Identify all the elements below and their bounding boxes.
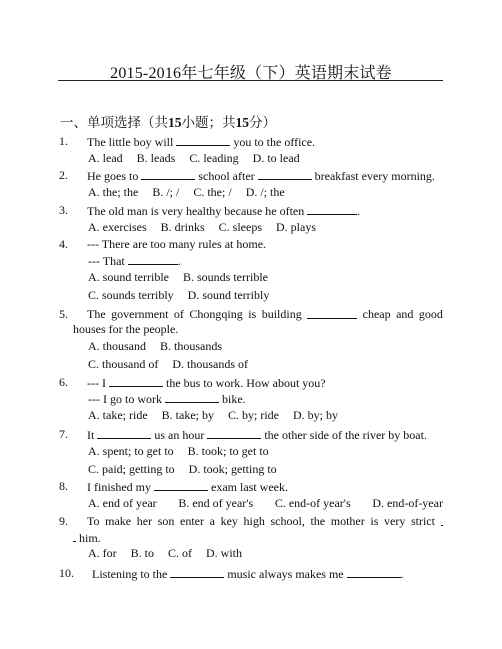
stem-word: make xyxy=(105,514,132,528)
stem-text: breakfast every morning. xyxy=(314,169,435,183)
option-c[interactable]: C. paid; getting to xyxy=(88,462,175,476)
option-d[interactable]: D. with xyxy=(206,546,243,560)
option-d[interactable]: D. sound terribly xyxy=(187,288,270,302)
stem-text: The old man is very healthy because he often xyxy=(87,204,305,218)
question-number: 8. xyxy=(59,479,68,493)
option-a[interactable]: A. the; the xyxy=(88,185,139,199)
question-number: 7. xyxy=(59,427,68,441)
options-row xyxy=(88,288,283,302)
stem-word: high xyxy=(243,514,265,528)
options-row xyxy=(88,444,283,458)
answer-blank[interactable] xyxy=(176,134,230,146)
option-b[interactable]: B. sounds terrible xyxy=(182,270,268,284)
stem-continuation xyxy=(73,530,101,545)
option-b[interactable]: B. take; by xyxy=(161,408,214,422)
question-number: 4. xyxy=(59,237,68,251)
question-reply xyxy=(88,253,181,268)
stem-text: us an hour xyxy=(154,428,205,442)
stem-word: Chongqing xyxy=(189,307,243,321)
question-number: 1. xyxy=(59,134,68,148)
options-row xyxy=(88,270,282,284)
answer-blank[interactable] xyxy=(170,566,224,578)
stem-word: a xyxy=(209,514,215,528)
stem-text: --- That xyxy=(88,254,125,268)
stem-word: good xyxy=(418,307,443,321)
option-d[interactable]: D. took; getting to xyxy=(188,462,277,476)
question-number: 3. xyxy=(59,203,68,217)
question-stem xyxy=(87,514,435,528)
stem-text: the bus to work. How about you? xyxy=(165,376,326,390)
question-stem xyxy=(87,375,326,390)
section-mid: 小题；共 xyxy=(181,115,236,130)
question-number: 9. xyxy=(59,514,68,528)
option-b[interactable]: B. end of year's xyxy=(178,496,254,510)
stem-word: is xyxy=(248,307,257,321)
stem-text: exam last week. xyxy=(211,480,288,494)
question-stem xyxy=(92,566,404,581)
section-prefix: 一、单项选择（共 xyxy=(60,115,168,130)
question-reply xyxy=(88,391,246,406)
stem-word: son xyxy=(157,514,175,528)
options-row xyxy=(88,339,236,353)
stem-word: is xyxy=(370,514,379,528)
answer-blank[interactable] xyxy=(347,566,401,578)
stem-text: you to the office. xyxy=(233,135,316,149)
answer-blank[interactable] xyxy=(307,307,357,319)
option-b[interactable]: B. took; to get to xyxy=(187,444,269,458)
option-c[interactable]: C. of xyxy=(168,546,193,560)
option-a[interactable]: A. for xyxy=(88,546,117,560)
options-row xyxy=(88,408,352,422)
option-a[interactable]: A. exercises xyxy=(88,220,147,234)
question-stem xyxy=(87,479,288,494)
stem-text: It xyxy=(87,428,95,442)
options-row xyxy=(88,496,443,510)
option-d[interactable]: D. to lead xyxy=(252,151,300,165)
stem-word: building xyxy=(261,307,302,321)
option-c[interactable]: C. the; / xyxy=(193,185,232,199)
answer-blank[interactable] xyxy=(165,391,219,403)
question-stem xyxy=(87,427,427,442)
question-number: 5. xyxy=(59,307,68,321)
option-a[interactable]: A. lead xyxy=(88,151,123,165)
option-d[interactable]: D. plays xyxy=(276,220,316,234)
option-a[interactable]: A. end of year xyxy=(88,496,157,510)
option-d[interactable]: D. end-of-year xyxy=(372,496,443,510)
stem-word: and xyxy=(396,307,414,321)
stem-word: very xyxy=(384,514,406,528)
question-stem: --- There are too many rules at home. xyxy=(87,237,267,251)
stem-text: the other side of the river by boat. xyxy=(264,428,427,442)
total-points: 15 xyxy=(235,115,249,130)
stem-text: music always makes me xyxy=(227,567,344,581)
options-row xyxy=(88,185,299,199)
answer-blank[interactable] xyxy=(141,168,195,180)
option-c[interactable]: C. thousand of xyxy=(88,357,159,371)
option-d[interactable]: D. /; the xyxy=(245,185,285,199)
answer-blank[interactable] xyxy=(109,375,163,387)
stem-text: The little boy will xyxy=(87,135,174,149)
stem-text: school after xyxy=(198,169,255,183)
stem-word: The xyxy=(87,307,106,321)
option-b[interactable]: B. drinks xyxy=(160,220,205,234)
section-heading xyxy=(60,111,276,131)
option-c[interactable]: C. sleeps xyxy=(218,220,262,234)
stem-text: . xyxy=(357,204,361,218)
option-c[interactable]: C. end-of year's xyxy=(274,496,351,510)
answer-blank[interactable] xyxy=(258,168,312,180)
answer-blank[interactable] xyxy=(97,427,151,439)
option-c[interactable]: C. by; ride xyxy=(227,408,279,422)
options-row xyxy=(88,546,256,560)
option-b[interactable]: B. leads xyxy=(136,151,176,165)
stem-word: cheap xyxy=(362,307,391,321)
stem-text: . xyxy=(400,567,404,581)
stem-text: --- I go to work xyxy=(88,392,162,406)
options-row xyxy=(88,462,291,476)
option-d[interactable]: D. thousands of xyxy=(172,357,249,371)
question-stem xyxy=(87,307,443,321)
answer-blank[interactable] xyxy=(128,253,178,265)
stem-word: mother xyxy=(330,514,365,528)
options-row xyxy=(88,357,262,371)
answer-blank[interactable] xyxy=(154,479,208,491)
exam-title: 2015-2016年七年级（下）英语期末试卷 xyxy=(110,65,392,82)
question-number: 10. xyxy=(59,566,74,580)
stem-word: government xyxy=(111,307,169,321)
question-stem xyxy=(87,203,360,218)
option-a[interactable]: A. sound terrible xyxy=(88,270,169,284)
option-a[interactable]: A. spent; to get to xyxy=(88,444,174,458)
answer-blank[interactable] xyxy=(207,427,261,439)
question-number: 6. xyxy=(59,375,68,389)
question-stem xyxy=(87,134,315,149)
option-b[interactable]: B. thousands xyxy=(160,339,223,353)
question-number: 2. xyxy=(59,168,68,182)
option-c[interactable]: C. sounds terribly xyxy=(88,288,174,302)
stem-text: . xyxy=(177,254,181,268)
stem-text: I finished my xyxy=(87,480,151,494)
stem-word: strict xyxy=(410,514,435,528)
option-c[interactable]: C. leading xyxy=(189,151,239,165)
option-a[interactable]: A. thousand xyxy=(88,339,146,353)
question-count: 15 xyxy=(168,115,182,130)
stem-word: the xyxy=(310,514,326,528)
options-row xyxy=(88,151,314,165)
answer-blank[interactable] xyxy=(441,522,443,526)
question-stem xyxy=(87,168,435,183)
stem-word: of xyxy=(173,307,184,321)
answer-blank[interactable] xyxy=(307,203,357,215)
stem-word: her xyxy=(136,514,153,528)
stem-text: He goes to xyxy=(87,169,139,183)
answer-blank[interactable] xyxy=(73,530,76,542)
stem-continuation: houses for the people. xyxy=(73,322,179,336)
options-row xyxy=(88,220,330,234)
section-suffix: 分） xyxy=(249,115,276,130)
option-b[interactable]: B. to xyxy=(130,546,155,560)
stem-text: bike. xyxy=(221,392,246,406)
option-b[interactable]: B. /; / xyxy=(152,185,180,199)
option-a[interactable]: A. take; ride xyxy=(88,408,148,422)
stem-word: To xyxy=(87,514,100,528)
stem-word: key xyxy=(220,514,238,528)
stem-word: enter xyxy=(180,514,204,528)
stem-text: --- I xyxy=(87,376,106,390)
title-underline xyxy=(58,80,443,81)
option-d[interactable]: D. by; by xyxy=(292,408,338,422)
stem-text: Listening to the xyxy=(92,567,168,581)
stem-text: him. xyxy=(79,531,101,545)
stem-word: school, xyxy=(270,514,305,528)
